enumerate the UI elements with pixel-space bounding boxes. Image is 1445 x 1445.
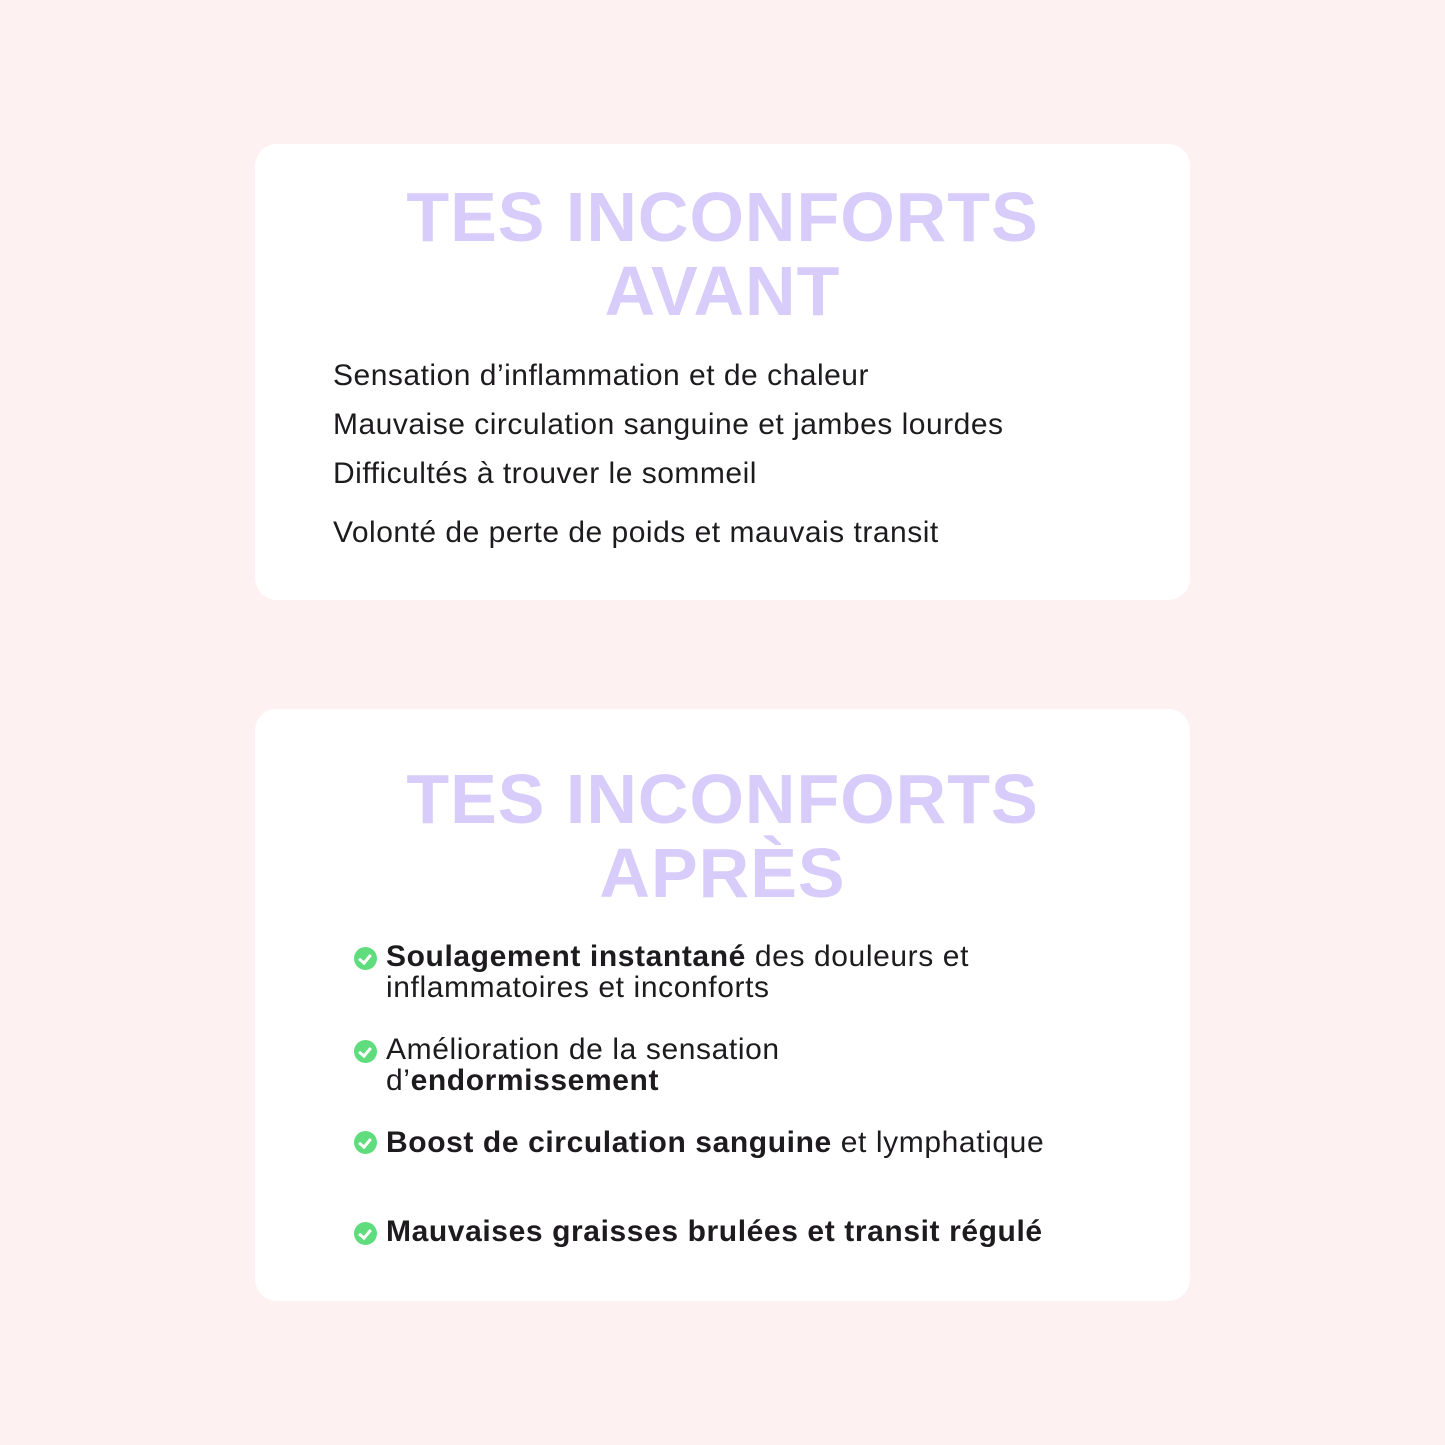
after-item-bold: Mauvaises graisses brulées et transit régulé (386, 1215, 1043, 1248)
after-item-text: et lymphatique (831, 1126, 1045, 1159)
before-item: Difficultés à trouver le sommeil (333, 457, 757, 490)
before-title-line1: TES INCONFORTS (406, 178, 1039, 256)
after-item-text: des douleurs et inflammatoires et inconforts (386, 940, 970, 1004)
before-item: Sensation d’inflammation et de chaleur (333, 359, 869, 392)
after-title-line1: TES INCONFORTS (406, 760, 1039, 838)
after-title (0, 762, 1445, 910)
after-item-text: Amélioration de la sensation d’ (386, 1033, 780, 1097)
before-item: Volonté de perte de poids et mauvais transit (333, 516, 939, 549)
after-item-bold: Soulagement instantané (386, 940, 746, 973)
after-item-bold: Boost de circulation sanguine (386, 1126, 832, 1159)
check-circle-icon (354, 1131, 377, 1154)
check-circle-icon (354, 947, 377, 970)
after-item-bold: endormissement (410, 1064, 660, 1097)
after-title-line2: APRÈS (599, 834, 846, 912)
before-item: Mauvaise circulation sanguine et jambes lourdes (333, 408, 1004, 441)
check-circle-icon (354, 1040, 377, 1063)
before-title (0, 180, 1445, 328)
before-title-line2: AVANT (604, 252, 841, 330)
check-circle-icon (354, 1222, 377, 1245)
